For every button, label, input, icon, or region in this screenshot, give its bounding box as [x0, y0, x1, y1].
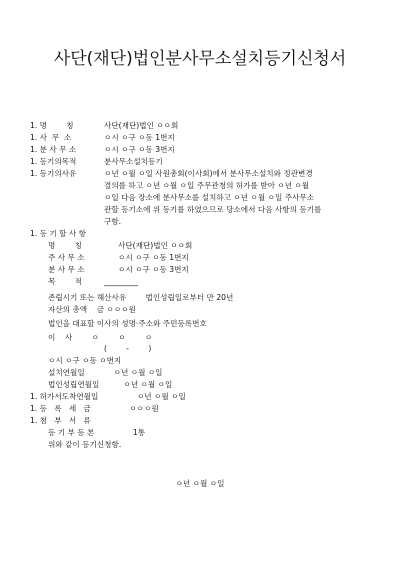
- row-office-label: 1. 사 무 소: [30, 133, 72, 142]
- application-date: ㅇ년 ㅇ월 ㅇ일: [175, 479, 225, 488]
- reason-line-5: 구함.: [104, 217, 122, 226]
- page-title: 사단(재단)법인분사무소설치등기신청서: [53, 49, 347, 69]
- row-office-value: ㅇ시 ㅇ구 ㅇ동 1번지: [104, 133, 175, 142]
- item-purpose-value: _________: [104, 277, 139, 286]
- item-name-label: 명 칭: [48, 241, 82, 250]
- founding-date-line: 법인성립연월일 ㅇ년 ㅇ월 ㅇ일: [48, 380, 173, 389]
- item-name-value: 사단(재단)법인 ㅇㅇ회: [118, 241, 193, 250]
- install-date-line: 설치연월일 ㅇ년 ㅇ월 ㅇ일: [48, 368, 163, 377]
- row-name-value: 사단(재단)법인 ㅇㅇ회: [104, 121, 179, 130]
- registration-tax-line: 1. 등 록 세 금 ㅇㅇㅇ원: [30, 404, 159, 413]
- row-branch-label: 1. 분 사 무 소: [30, 145, 77, 154]
- row-purpose-label: 1. 등기의목적: [30, 157, 77, 166]
- reason-line-3: ㅇ일 다음 장소에 분사무소를 설치하고 ㅇ년 ㅇ월 ㅇ일 주사무소: [104, 193, 315, 202]
- attachments-heading: 1. 첨 부 서 류: [30, 416, 91, 425]
- item-purpose-label: 목 적: [48, 277, 82, 286]
- attachment-item: 등 기 부 등 본 1통: [48, 428, 146, 437]
- dissolution-line: 존립시기 또는 해산사유 법인성립일로부터 만 20년: [48, 293, 234, 302]
- assets-line: 자산의 총액 금 ㅇㅇㅇ원: [48, 305, 136, 314]
- reason-line-4: 관할 등기소에 위 등기를 하였으므로 당소에서 다음 사항의 등기를: [104, 205, 322, 214]
- row-purpose-value: 분사무소설치등기: [104, 157, 163, 166]
- director-line: 이 사 ㅇ ㅇ ㅇ: [48, 333, 153, 342]
- items-heading: 1. 등 기 할 사 항: [30, 229, 86, 238]
- row-name-label: 1. 명 칭: [30, 121, 74, 130]
- item-branch-value: ㅇ시 ㅇ구 ㅇ동 3번지: [118, 265, 189, 274]
- row-reason-label: 1. 등기의사유: [30, 169, 77, 178]
- row-branch-value: ㅇ시 ㅇ구 ㅇ동 3번지: [104, 145, 175, 154]
- item-mainoffice-value: ㅇ시 ㅇ구 ㅇ동 1번지: [118, 253, 189, 262]
- item-branch-label: 분 사 무 소: [48, 265, 85, 274]
- item-mainoffice-label: 주 사 무 소: [48, 253, 85, 262]
- permit-arrival-line: 1. 허가서도착연월일 ㅇ년 ㅇ월 ㅇ일: [30, 392, 186, 401]
- director-address: ㅇ시 ㅇ구 ㅇ동 ㅇ번지: [48, 356, 122, 365]
- reason-line-2: 결의를 하고 ㅇ년 ㅇ월 ㅇ일 주무관청의 허가를 받아 ㅇ년 ㅇ월: [104, 181, 310, 190]
- row-reason-value: ㅇ년 ㅇ월 ㅇ일 사원총회(이사회)에서 분사무소설치와 정관변경: [104, 169, 313, 178]
- closing-statement: 위와 같이 등기신청함.: [48, 440, 122, 449]
- director-id-line: ( - ): [104, 344, 152, 353]
- representative-line: 법인을 대표할 이사의 성명·주소와 주민등록번호: [48, 319, 207, 328]
